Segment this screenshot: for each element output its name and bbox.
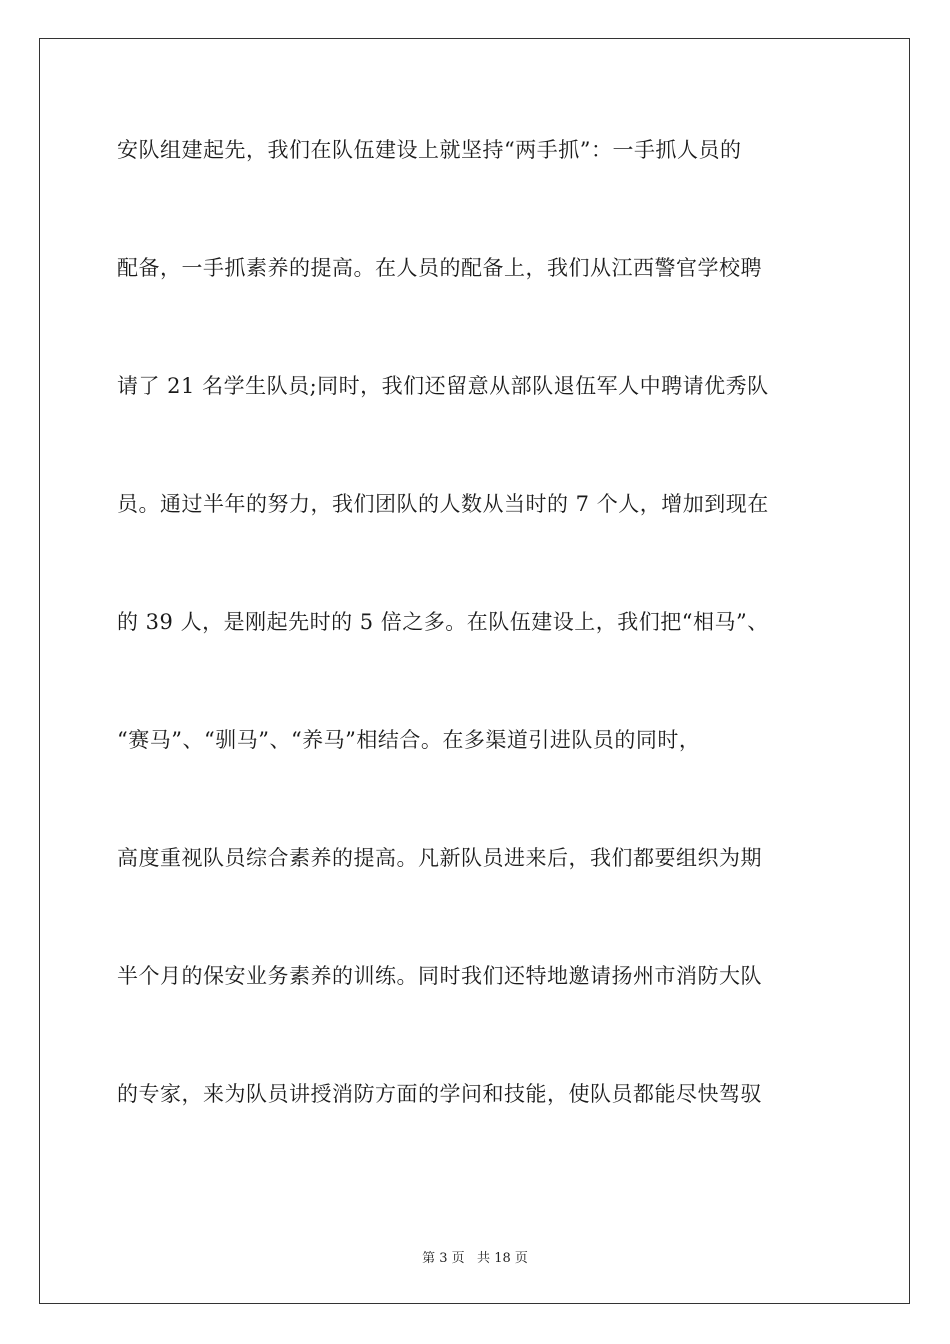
paragraph-line: 员。通过半年的努力，我们团队的人数从当时的 7 个人，增加到现在 — [117, 492, 769, 516]
paragraph-line: 半个月的保安业务素养的训练。同时我们还特地邀请扬州市消防大队 — [117, 964, 762, 988]
paragraph-line: 安队组建起先，我们在队伍建设上就坚持“两手抓”：一手抓人员的 — [117, 138, 742, 162]
paragraph-line: “赛马”、“驯马”、“养马”相结合。在多渠道引进队员的同时， — [117, 728, 701, 752]
paragraph-line: 的 39 人，是刚起先时的 5 倍之多。在队伍建设上，我们把“相马”、 — [117, 610, 769, 634]
paragraph-line: 的专家，来为队员讲授消防方面的学问和技能，使队员都能尽快驾驭 — [117, 1082, 762, 1106]
page-number-footer: 第 3 页 共 18 页 — [422, 1251, 528, 1266]
paragraph-line: 请了 21 名学生队员;同时，我们还留意从部队退伍军人中聘请优秀队 — [117, 374, 769, 398]
paragraph-line: 配备，一手抓素养的提高。在人员的配备上，我们从江西警官学校聘 — [117, 256, 762, 280]
document-body — [117, 131, 837, 1193]
paragraph-line: 高度重视队员综合素养的提高。凡新队员进来后，我们都要组织为期 — [117, 846, 762, 870]
